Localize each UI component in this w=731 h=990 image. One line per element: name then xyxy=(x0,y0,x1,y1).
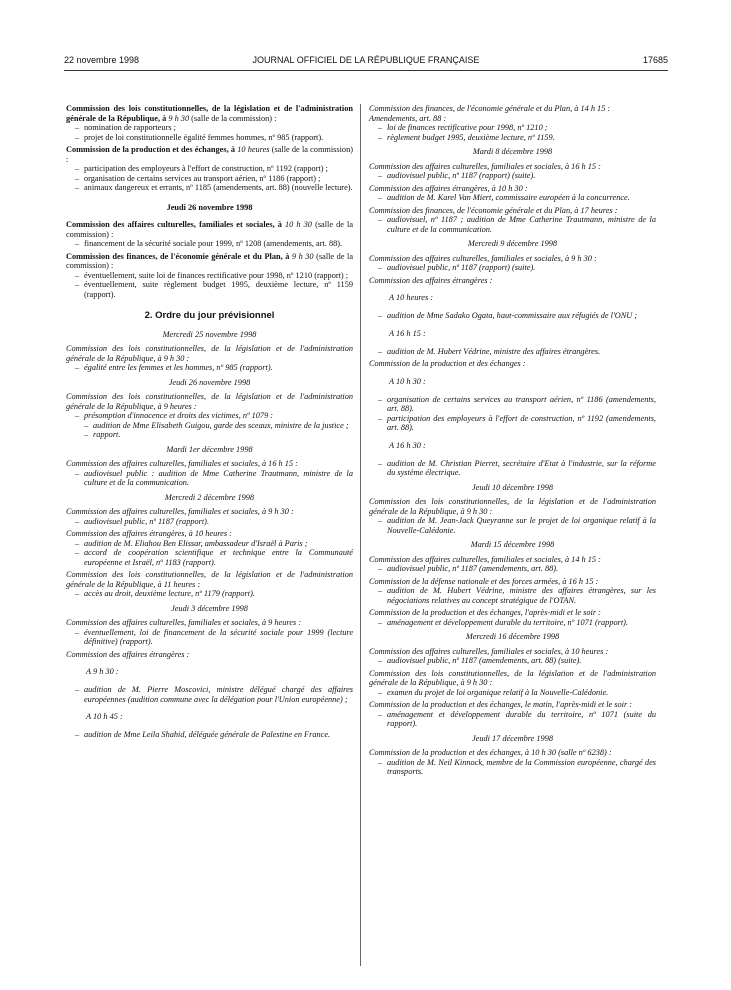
list-subitem: – audition de Mme Elisabeth Guigou, garde des sceaux, ministre de la justice ; xyxy=(66,421,353,431)
entry xyxy=(369,748,656,777)
header-date: 22 novembre 1998 xyxy=(64,55,140,65)
entry-finances-1: Commission des finances, de l'économie générale et du Plan, à 9 h 30 (salle de la commission) : – éventuellement, suite loi de finances rectificative pour 1998, nº 1210 (rapport) ; – éventuellement, suite règlement budget 1995, deuxième lecture, nº 1159 (rapport). xyxy=(66,252,353,300)
date-heading: Mardi 8 décembre 1998 xyxy=(472,147,553,156)
list-item: – audiovisuel public, nº 1187 (amendements, art. 88) (suite). xyxy=(369,656,656,666)
date-heading: Jeudi 3 décembre 1998 xyxy=(171,603,248,613)
entry-heading: Commission de la production et des échanges xyxy=(66,145,227,154)
entry-heading: Commission de la production et des échanges, à 10 h 30 (salle nº 6238) : xyxy=(369,748,612,758)
entry-heading: Commission des affaires étrangères : xyxy=(369,275,493,285)
entry-heading: Commission des lois constitutionnelles, de la législation et de l'administration générale de la République, à 9 h 30 : xyxy=(66,344,353,363)
list-item: – égalité entre les femmes et les hommes, nº 985 (rapport). xyxy=(66,363,353,373)
date-heading: Mardi 1er décembre 1998 xyxy=(166,444,253,454)
list-item: – audition de M. Karel Van Miert, commissaire européen à la concurrence. xyxy=(369,193,656,203)
list-item: – aménagement et développement durable du territoire, nº 1071 (rapport). xyxy=(369,618,656,628)
list-item: – audition de M. Jean-Jack Queyranne sur le projet de loi organique relatif à la Nouvelle-Calédonie. xyxy=(369,516,656,535)
entry-culturelles-1: Commission des affaires culturelles, familiales et sociales, à 10 h 30 (salle de la commission) : – financement de la sécurité sociale pour 1999, nº 1208 (amendements, art. 88). xyxy=(66,220,353,249)
list-item: – participation des employeurs à l'effort de construction, nº 1192 (rapport) ; xyxy=(66,164,353,174)
entry-heading: Commission des affaires culturelles, familiales et sociales, à 16 h 15 : xyxy=(369,161,601,171)
entry xyxy=(369,608,656,627)
list-item: – loi de finances rectificative pour 1998, nº 1210 ; xyxy=(369,123,656,133)
list-item: – éventuellement, suite loi de finances rectificative pour 1998, nº 1210 (rapport) ; xyxy=(66,271,353,281)
entry xyxy=(369,647,656,666)
entry xyxy=(369,206,656,235)
list-item: – accord de coopération scientifique et technique entre la Communauté européenne et Israël, nº 1183 (rapport). xyxy=(66,548,353,567)
time-label: A 10 h 30 : xyxy=(389,376,426,386)
entry-heading: Commission des affaires étrangères, à 10 h 30 : xyxy=(369,183,528,193)
date-heading: Jeudi 17 décembre 1998 xyxy=(471,733,554,743)
list-item: – audiovisuel public, nº 1187 (rapport) (suite). xyxy=(369,171,656,181)
page-header xyxy=(64,55,668,69)
entry: Commission des finances, de l'économie générale et du Plan, à 14 h 15 : Amendements, art. 88 : – loi de finances rectificative pour 1998, nº 1210 ; – règlement budget 1995, deuxième lecture, nº 1159. xyxy=(369,104,656,142)
date-heading: Mardi 15 décembre 1998 xyxy=(470,540,555,550)
list-item: – règlement budget 1995, deuxième lecture, nº 1159. xyxy=(369,133,656,143)
list-item: – audiovisuel public : audition de Mme Catherine Trautmann, ministre de la culture et de la communication. xyxy=(66,469,353,488)
entry xyxy=(369,162,656,181)
entry-heading: Commission de la production et des échanges, le matin, l'après-midi et le soir : xyxy=(369,700,633,710)
entry-heading: Commission des affaires culturelles, familiales et sociales, à 9 h 30 : xyxy=(369,253,597,263)
left-column xyxy=(66,104,353,743)
date-heading: Mercredi 25 novembre 1998 xyxy=(162,329,257,339)
right-column xyxy=(369,104,656,780)
time-label: A 10 h 45 : xyxy=(86,712,123,722)
entry xyxy=(66,459,353,488)
entry-heading: Commission des lois constitutionnelles, de la législation et de l'administration générale de la République, à 9 h 30 : xyxy=(369,497,656,516)
entry xyxy=(369,669,656,698)
list-item: – nomination de rapporteurs ; xyxy=(66,123,353,133)
entry-heading: Commission des finances, de l'économie générale et du Plan, à 17 heures : xyxy=(369,205,618,215)
list-item: – audiovisuel public, nº 1187 (amendements, art. 88). xyxy=(369,564,656,574)
list-item: – audition de M. Hubert Védrine, ministre des affaires étrangères. xyxy=(369,347,656,357)
list-item: – audition de M. Hubert Védrine, ministre des affaires étrangères, sur les négociations relatives au concept stratégique de l'OTAN. xyxy=(369,586,656,605)
entry xyxy=(369,184,656,203)
entry-heading: Commission de la production et des échanges : xyxy=(369,359,526,369)
entry xyxy=(66,507,353,526)
date-heading: Mercredi 16 décembre 1998 xyxy=(465,632,560,642)
entry-heading: Commission des affaires culturelles, familiales et sociales, à 16 h 15 : xyxy=(66,459,298,468)
list-item: – accès au droit, deuxième lecture, nº 1179 (rapport). xyxy=(66,589,353,599)
list-item: – audition de Mme Leila Shahid, déléguée générale de Palestine en France. xyxy=(66,730,353,740)
entry xyxy=(66,529,353,567)
entry-heading: Commission des lois constitutionnelles, de la législation et de l'administration générale de la République, à 9 heures : xyxy=(66,392,353,411)
entry xyxy=(369,254,656,273)
entry xyxy=(66,344,353,373)
list-item: – audiovisuel, nº 1187 ; audition de Mme Catherine Trautmann, ministre de la culture et de la communication. xyxy=(369,215,656,234)
day-heading: Jeudi 26 novembre 1998 xyxy=(166,202,253,212)
entry-heading: Commission des affaires culturelles, familiales et sociales, à 14 h 15 : xyxy=(369,554,601,564)
list-item: – audiovisuel public, nº 1187 (rapport) (suite). xyxy=(369,263,656,273)
entry-heading: Commission des affaires culturelles, familiales et sociales xyxy=(66,220,273,229)
entry xyxy=(369,700,656,729)
list-item: – participation des employeurs à l'effort de construction, nº 1192 (amendements, art. 88). xyxy=(369,414,656,433)
list-item: – financement de la sécurité sociale pour 1999, nº 1208 (amendements, art. 88). xyxy=(66,239,353,249)
date-heading: Mercredi 9 décembre 1998 xyxy=(467,239,558,248)
date-heading: Jeudi 26 novembre 1998 xyxy=(168,377,251,387)
list-item: – organisation de certains services au transport aérien, nº 1186 (amendements, art. 88). xyxy=(369,395,656,414)
date-heading: Jeudi 10 décembre 1998 xyxy=(471,482,554,492)
time-label: A 10 heures : xyxy=(389,293,434,303)
list-subitem: – rapport. xyxy=(66,430,353,440)
entry-heading: Commission des finances, de l'économie générale et du Plan xyxy=(66,251,281,261)
time-label: A 9 h 30 : xyxy=(86,667,119,677)
entry xyxy=(66,570,353,599)
entry xyxy=(369,276,656,357)
entry xyxy=(369,359,656,478)
list-item: – projet de loi constitutionnelle égalité femmes hommes, nº 985 (rapport). xyxy=(66,133,353,143)
entry-time: 9 h 30 xyxy=(168,113,190,123)
entry-lois-1: Commission des lois constitutionnelles, de la législation et de l'administration générale de la République, à 9 h 30 (salle de la commission) : – nomination de rapporteurs ; – projet de loi constitutionnelle égalité femmes hommes, nº 985 (rapport). xyxy=(66,104,353,142)
entry xyxy=(369,555,656,574)
entry-heading: Commission des affaires culturelles, familiales et sociales, à 9 heures : xyxy=(66,618,302,627)
entry-heading: Commission des affaires culturelles, familiales et sociales, à 9 h 30 : xyxy=(66,507,294,516)
list-item: – aménagement et développement durable du territoire, nº 1071 (suite du rapport). xyxy=(369,710,656,729)
entry xyxy=(66,618,353,647)
entry xyxy=(66,392,353,440)
list-item: – audiovisuel public, nº 1187 (rapport). xyxy=(66,517,353,527)
list-item: – audition de Mme Sadako Ogata, haut-commissaire aux réfugiés de l'ONU ; xyxy=(369,311,656,321)
list-item: – audition de M. Christian Pierret, secrétaire d'Etat à l'industrie, sur la réforme du système électrique. xyxy=(369,459,656,478)
time-label: A 16 h 30 : xyxy=(389,441,426,451)
entry-heading: Commission des finances, de l'économie générale et du Plan, à 14 h 15 : xyxy=(369,104,611,113)
section-title: 2. Ordre du jour prévisionnel xyxy=(144,310,275,321)
time-label: A 16 h 15 : xyxy=(389,328,426,338)
entry-production-1: Commission de la production et des échanges, à 10 heures (salle de la commission) : – participation des employeurs à l'effort de construction, nº 1192 (rapport) ; – organisation de certains services au transport aérien, nº 1186 (rapport) ; – animaux dangereux et errants, nº 1185 (amendements, art. 88) (nouvelle lecture). xyxy=(66,145,353,193)
list-item: – examen du projet de loi organique relatif à la Nouvelle-Calédonie. xyxy=(369,688,656,698)
entry-heading: Commission de la production et des échanges, l'après-midi et le soir : xyxy=(369,608,601,618)
entry-heading: Commission des affaires étrangères : xyxy=(66,649,190,659)
list-item: – audition de M. Neil Kinnock, membre de la Commission européenne, chargé des transports. xyxy=(369,758,656,777)
list-item: – animaux dangereux et errants, nº 1185 (amendements, art. 88) (nouvelle lecture). xyxy=(66,183,353,193)
entry-heading: Commission de la défense nationale et des forces armées, à 16 h 15 : xyxy=(369,576,599,586)
entry xyxy=(369,497,656,535)
entry xyxy=(369,577,656,606)
entry-heading: Commission des lois constitutionnelles, de la législation et de l'administration générale de la République xyxy=(66,104,353,123)
entry xyxy=(66,650,353,740)
list-item: – présomption d'innocence et droits des victimes, nº 1079 : xyxy=(66,411,353,421)
list-item: – organisation de certains services au transport aérien, nº 1186 (rapport) ; xyxy=(66,174,353,184)
date-heading: Mercredi 2 décembre 1998 xyxy=(164,492,255,502)
list-item: – audition de M. Pierre Moscovici, ministre délégué chargé des affaires européennes (audition commune avec la délégation pour l'Union européenne) ; xyxy=(66,685,353,704)
header-rule xyxy=(64,70,668,71)
entry-heading: Commission des affaires étrangères, à 10 heures : xyxy=(66,529,232,538)
list-item: – éventuellement, suite règlement budget 1995, deuxième lecture, nº 1159 (rapport). xyxy=(66,280,353,299)
list-item: – éventuellement, loi de financement de la sécurité sociale pour 1999 (lecture définitive) (rapport). xyxy=(66,628,353,647)
column-divider xyxy=(360,104,361,966)
entry-heading: Commission des affaires culturelles, familiales et sociales, à 10 heures : xyxy=(369,646,609,656)
entry-heading: Commission des lois constitutionnelles, de la législation et de l'administration générale de la République, à 11 heures : xyxy=(66,570,353,589)
list-item: – audition de M. Eliahou Ben Elissar, ambassadeur d'Israël à Paris ; xyxy=(66,539,353,549)
entry-heading: Commission des lois constitutionnelles, de la législation et de l'administration générale de la République, à 9 h 30 : xyxy=(369,668,656,688)
header-page-number: 17685 xyxy=(642,55,668,65)
header-title: JOURNAL OFFICIEL DE LA RÉPUBLIQUE FRANÇAISE xyxy=(252,55,480,65)
